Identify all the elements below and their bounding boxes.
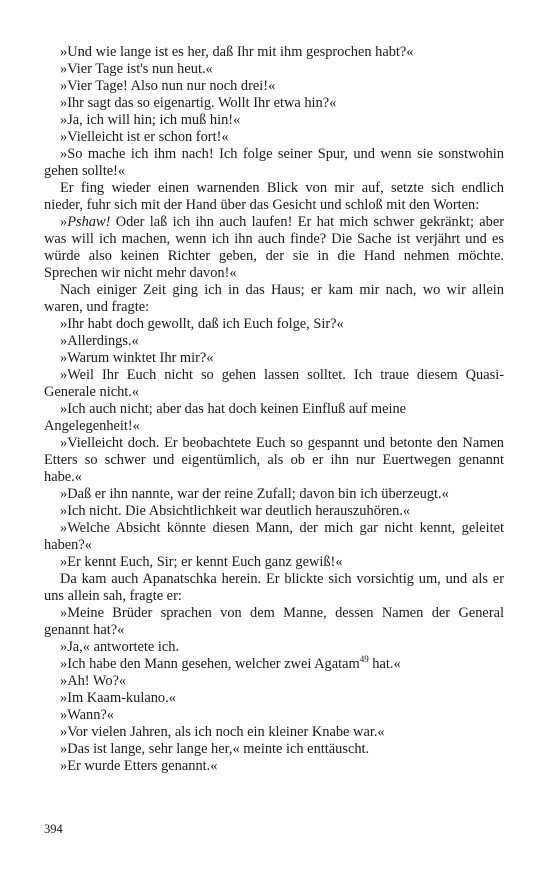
paragraph: »Ihr sagt das so eigenartig. Wollt Ihr etwa hin?«: [60, 95, 337, 111]
paragraph: »Das ist lange, sehr lange her,« meinte ich enttäuscht.: [60, 741, 370, 757]
paragraph: »Vier Tage ist's nun heut.«: [60, 61, 213, 77]
paragraph: »Ich nicht. Die Absichtlichkeit war deutlich herauszuhören.«: [60, 503, 411, 519]
paragraph: »Wann?«: [60, 707, 114, 723]
paragraph: »Meine Brüder sprachen von dem Manne, dessen Namen der General genannt hat?«: [44, 605, 504, 638]
paragraph: »Vielleicht doch. Er beobachtete Euch so gespannt und betonte den Namen Etters so schwer und eigentümlich, als ob er ihn nur Euertwegen genannt habe.«: [44, 435, 504, 485]
paragraph: [44, 214, 504, 282]
page-text: [44, 44, 504, 775]
paragraph: »So mache ich ihm nach! Ich folge seiner Spur, und wenn sie sonstwohin gehen sollte!«: [44, 146, 504, 179]
paragraph: »Vielleicht ist er schon fort!«: [60, 129, 229, 145]
paragraph-part: »Ich habe den Mann gesehen, welcher zwei Agatam: [60, 656, 360, 672]
page-number: 394: [44, 822, 63, 836]
paragraph: »Ja,« antwortete ich.: [60, 639, 180, 655]
paragraph: »Ich auch nicht; aber das hat doch keinen Einfluß auf meine Angelegenheit!«: [44, 401, 407, 434]
paragraph: Da kam auch Apanatschka herein. Er blickte sich vorsichtig um, und als er uns allein sah, fragte er:: [44, 571, 504, 604]
paragraph: [44, 656, 504, 673]
paragraph: »Im Kaam-kulano.«: [60, 690, 176, 706]
paragraph: »Vier Tage! Also nun nur noch drei!«: [60, 78, 276, 94]
paragraph: Er fing wieder einen warnenden Blick von mir auf, setzte sich endlich nieder, fuhr sich mit der Hand über das Gesicht und schloß mit den Worten:: [44, 180, 504, 213]
paragraph: »Ah! Wo?«: [60, 673, 127, 689]
paragraph: »Er kennt Euch, Sir; er kennt Euch ganz gewiß!«: [60, 554, 343, 570]
paragraph: »Ja, ich will hin; ich muß hin!«: [60, 112, 241, 128]
paragraph: »Warum winktet Ihr mir?«: [60, 350, 214, 366]
paragraph: »Welche Absicht könnte diesen Mann, der mich gar nicht kennt, geleitet haben?«: [44, 520, 504, 553]
paragraph: »Daß er ihn nannte, war der reine Zufall; davon bin ich überzeugt.«: [60, 486, 449, 502]
paragraph-part: hat.«: [368, 656, 401, 672]
paragraph: »Er wurde Etters genannt.«: [60, 758, 218, 774]
paragraph: »Allerdings.«: [60, 333, 139, 349]
paragraph: Nach einiger Zeit ging ich in das Haus; er kam mir nach, wo wir allein waren, und fragte:: [44, 282, 504, 315]
footnote-reference: 49: [359, 654, 369, 665]
paragraph-part: Oder laß ich ihn auch laufen! Er hat mich schwer gekränkt; aber was will ich machen, wenn ich ihn auch finde? Die Sache ist verjährt und es würde also keinen Richter geben, der sie in die Hand nehmen möchte. Sprechen wir nicht mehr davon!«: [44, 214, 504, 281]
paragraph-part: »: [60, 214, 68, 230]
paragraph: »Weil Ihr Euch nicht so gehen lassen solltet. Ich traue diesem Quasi-Generale nicht.«: [44, 367, 504, 400]
paragraph: »Ihr habt doch gewollt, daß ich Euch folge, Sir?«: [60, 316, 344, 332]
paragraph: »Vor vielen Jahren, als ich noch ein kleiner Knabe war.«: [60, 724, 385, 740]
paragraph: »Und wie lange ist es her, daß Ihr mit ihm gesprochen habt?«: [60, 44, 414, 60]
paragraph-emphasis: Pshaw!: [67, 214, 111, 230]
